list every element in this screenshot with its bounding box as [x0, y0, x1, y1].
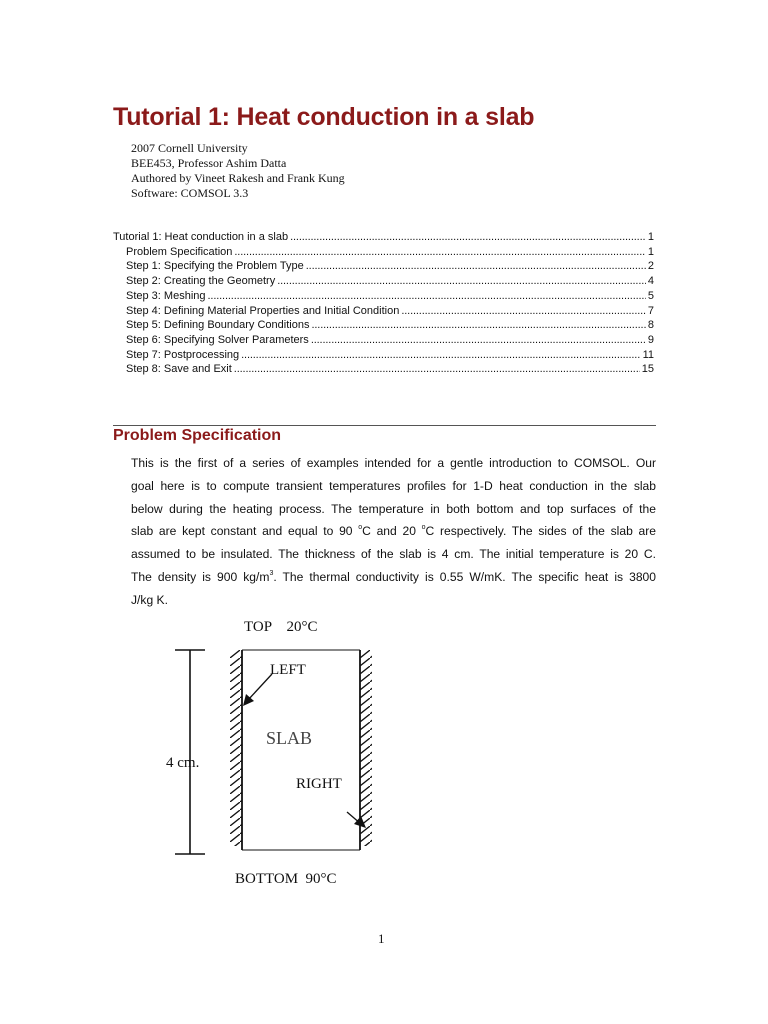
toc-entry[interactable] — [113, 304, 654, 319]
section-divider — [113, 425, 656, 426]
paragraph-line: assumed to be insulated. The thickness of the slab is 4 cm. The initial temperature is 20 C. — [131, 547, 656, 562]
paragraph-line: goal here is to compute transient temperatures profiles for 1-D heat conduction in the slab — [131, 478, 656, 493]
left-insulation-hatch — [230, 650, 242, 846]
paragraph-line: This is the first of a series of examples intended for a gentle introduction to COMSOL. Our — [131, 456, 656, 470]
left-label: LEFT — [270, 662, 306, 678]
toc-entry[interactable] — [113, 333, 654, 348]
toc-entry-label: Step 7: Postprocessing — [126, 348, 240, 361]
toc-entry-label: Step 2: Creating the Geometry — [126, 275, 276, 288]
document-title: Tutorial 1: Heat conduction in a slab — [113, 103, 535, 131]
toc-entry-page: 1 — [647, 231, 654, 243]
top-label: TOP 20°C — [244, 619, 318, 635]
toc-entry-page: 8 — [647, 319, 654, 332]
toc-entry[interactable] — [113, 318, 654, 333]
paragraph-line: The density is 900 $kg/m^3$. The thermal conductivity is 0.55 W/mK. The specific heat is 3800 — [131, 569, 656, 584]
paragraph-line: below during the heating process. The temperature in both bottom and top surfaces of the — [131, 501, 656, 516]
table-of-contents — [113, 230, 654, 377]
toc-entry-label: Problem Specification — [126, 245, 233, 258]
toc-entry-page: 15 — [641, 363, 654, 376]
toc-entry[interactable] — [113, 230, 654, 245]
toc-entry[interactable] — [113, 259, 654, 274]
paragraph-line: slab are kept constant and equal to 90 $^o$C and 20 $^o$C respectively. The sides of the slab are — [131, 524, 656, 539]
toc-entry-page: 11 — [642, 348, 654, 361]
toc-entry[interactable] — [113, 289, 654, 304]
paragraph-line: J/kg K. — [131, 592, 168, 607]
toc-entry-label: Step 3: Meshing — [126, 289, 206, 302]
section-heading: Problem Specification — [113, 427, 282, 444]
toc-entry-label: Step 4: Defining Material Properties and Initial Condition — [126, 304, 400, 317]
toc-entry[interactable] — [113, 274, 654, 289]
right-label: RIGHT — [296, 776, 342, 792]
toc-entry-page: 9 — [647, 333, 654, 346]
toc-entry-page: 1 — [647, 245, 654, 258]
toc-entry-label: Step 6: Specifying Solver Parameters — [126, 333, 309, 346]
toc-entry-label: Step 1: Specifying the Problem Type — [126, 260, 304, 273]
slab-label: SLAB — [266, 728, 313, 748]
toc-entry-page: 2 — [647, 260, 654, 273]
problem-description — [131, 452, 656, 612]
right-insulation-hatch — [360, 650, 372, 846]
left-arrow — [248, 674, 272, 700]
toc-entry-page: 7 — [647, 304, 654, 317]
page-number: 1 — [378, 931, 385, 946]
toc-entry[interactable] — [113, 362, 654, 377]
toc-entry-label: Step 5: Defining Boundary Conditions — [126, 319, 310, 332]
toc-entry-page: 4 — [647, 275, 654, 288]
bottom-label: BOTTOM 90°C — [235, 871, 337, 887]
author-info — [131, 141, 345, 201]
meta-line: Authored by Vineet Rakesh and Frank Kung — [131, 171, 345, 185]
toc-entry-label: Tutorial 1: Heat conduction in a slab — [113, 231, 289, 243]
meta-line: 2007 Cornell University — [131, 141, 248, 155]
thickness-label: 4 cm. — [166, 755, 200, 771]
slab-diagram — [160, 610, 390, 895]
meta-line: Software: COMSOL 3.3 — [131, 186, 249, 200]
toc-entry[interactable] — [113, 348, 654, 363]
toc-entry-label: Step 8: Save and Exit — [126, 363, 232, 376]
toc-entry-page: 5 — [647, 289, 654, 302]
meta-line: BEE453, Professor Ashim Datta — [131, 156, 287, 170]
toc-entry[interactable] — [113, 245, 654, 260]
